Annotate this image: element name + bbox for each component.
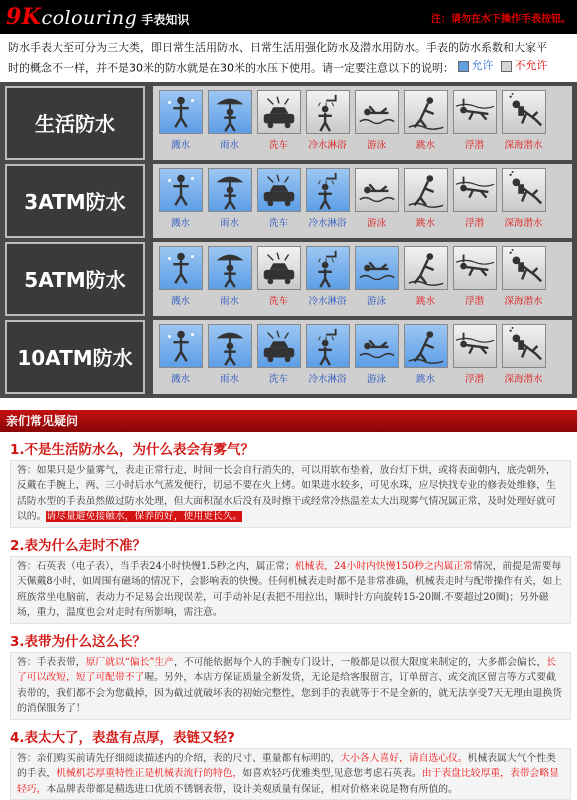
activity-cells [153, 242, 572, 316]
activity-label: 游泳 [366, 373, 386, 385]
rating-row [5, 86, 572, 160]
activity-label: 深海潜水 [504, 295, 543, 307]
rating-row [5, 320, 572, 394]
activity-label: 溅水 [170, 217, 190, 229]
activity-cell [157, 168, 204, 236]
activity-label: 雨水 [219, 139, 239, 151]
activity-label: 游泳 [366, 295, 386, 307]
activity-label: 浮潜 [464, 373, 484, 385]
activity-pictogram-icon [502, 90, 546, 134]
activity-pictogram-icon [502, 324, 546, 368]
activity-pictogram-icon [159, 90, 203, 134]
faq-question: 4.表太大了，表盘有点厚，表链又轻? [10, 729, 235, 746]
answer-text: 本品牌表带都是精选进口优质不锈钢表带，设计美观质量有保证，相对价格来说是物有所值的。 [46, 783, 458, 795]
answer-text: 大小各人喜好，请自选心仪。 [340, 752, 468, 764]
answer-text: 机械表属大气个性类的手表， [17, 752, 556, 779]
activity-cell [206, 246, 253, 314]
activity-cell [304, 90, 351, 158]
activity-label: 冷水淋浴 [308, 139, 347, 151]
activity-cell [304, 168, 351, 236]
activity-cell [353, 168, 400, 236]
activity-pictogram-icon [257, 90, 301, 134]
rating-label: 3ATM防水 [5, 164, 145, 238]
legend-allow: 允许 [471, 59, 494, 72]
allow-swatch [458, 61, 469, 72]
activity-pictogram-icon [208, 168, 252, 212]
answer-text: 机械机芯厚重特性正是机械表流行的特色， [56, 768, 243, 779]
activity-label: 溅水 [170, 139, 190, 151]
activity-pictogram-icon [257, 324, 301, 368]
faq-header: 亲们常见疑问 [0, 410, 577, 432]
activity-label: 浮潜 [464, 139, 484, 151]
activity-label: 跳水 [415, 217, 435, 229]
activity-cell [402, 324, 449, 392]
legend-deny: 不允许 [514, 59, 548, 72]
activity-label: 深海潜水 [504, 217, 543, 229]
activity-pictogram-icon [159, 324, 203, 368]
activity-cell [353, 90, 400, 158]
activity-label: 冷水淋浴 [308, 295, 347, 307]
activity-pictogram-icon [208, 246, 252, 290]
answer-text: 长了可以改短，短了可配带不了 [17, 656, 557, 683]
answer-text: 答：如果只是少量雾气，表走正常行走，时间一长会自行消失的，可以用软布垫着，放台灯下烘，或将表面朝内，底壳朝外，反戴在手腕上，两、三小时后水气蒸发便行，切忌不要在火上烤。如果进水较多，可见水珠，应尽快找专业的修表处维修，生活防水型的手表虽然做过防水处理，但大面积湿水后没有及时擦干或经常冷热温差太大出现雾气情况属正常，及时处理好就可以的。 [17, 464, 556, 522]
activity-cell [206, 90, 253, 158]
activity-pictogram-icon [306, 168, 350, 212]
activity-cell [206, 168, 253, 236]
activity-cell [451, 90, 498, 158]
activity-cell [451, 324, 498, 392]
activity-pictogram-icon [355, 324, 399, 368]
activity-cells [153, 164, 572, 238]
activity-pictogram-icon [159, 246, 203, 290]
activity-cell [402, 168, 449, 236]
activity-cell [255, 324, 302, 392]
faq-answer [10, 652, 571, 720]
activity-cell [353, 246, 400, 314]
faq-question: 3.表带为什么这么长？ [10, 633, 147, 650]
activity-label: 雨水 [219, 217, 239, 229]
activity-label: 深海潜水 [504, 373, 543, 385]
activity-pictogram-icon [257, 246, 301, 290]
header-bar [0, 0, 577, 34]
activity-cells [153, 320, 572, 394]
rating-label: 5ATM防水 [5, 242, 145, 316]
activity-label: 雨水 [219, 373, 239, 385]
activity-label: 溅水 [170, 373, 190, 385]
activity-pictogram-icon [208, 90, 252, 134]
activity-cell [500, 324, 547, 392]
answer-text: 机械表，24小时内快慢150秒之内属正常 [294, 560, 473, 572]
answer-text: 情况，前提是需要每天佩戴8小时，如周围有磁场的情况下，会影响表的快慢。任何机械表走时都不是非常准确，机械表走时与配带操作有关，如上班族常坐电脑前，表动力不足易会出现误差，可手动补足(表把不用拉出，顺时针方向旋转15-20圈.不要超过20圈)；另外磁场，重力，温度也会对走时有所影响，需注意。 [17, 560, 563, 618]
activity-pictogram-icon [355, 246, 399, 290]
activity-cell [500, 90, 547, 158]
water-resistance-table [0, 82, 577, 398]
answer-text: 如喜欢轻巧优雅类型,见意您考虑石英表。 [242, 768, 422, 779]
activity-cells [153, 86, 572, 160]
activity-cell [255, 168, 302, 236]
rating-row [5, 164, 572, 238]
activity-cell [451, 168, 498, 236]
activity-label: 跳水 [415, 373, 435, 385]
answer-text: ，不可能依据每个人的手腕专门设计，一般都是以很大限度来制定的，大多都会偏长， [173, 656, 547, 668]
legend [458, 57, 548, 75]
page-title: 手表知识 [141, 12, 190, 27]
activity-pictogram-icon [159, 168, 203, 212]
activity-label: 雨水 [219, 295, 239, 307]
activity-label: 洗车 [268, 295, 288, 307]
activity-cell [206, 324, 253, 392]
activity-label: 溅水 [170, 295, 190, 307]
faq-answer [10, 748, 571, 800]
activity-cell [304, 246, 351, 314]
activity-cell [255, 90, 302, 158]
activity-cell [304, 324, 351, 392]
activity-label: 游泳 [366, 139, 386, 151]
activity-pictogram-icon [453, 246, 497, 290]
intro-text [0, 34, 577, 78]
warning-note: 注：请勿在水下操作手表按钮。 [431, 14, 571, 25]
activity-cell [402, 90, 449, 158]
intro-line-2: 时的概念不一样，并不是30米的防水就是在30米的水压下使用。请一定要注意以下的说明： [8, 61, 454, 75]
activity-pictogram-icon [453, 168, 497, 212]
rating-label: 生活防水 [5, 86, 145, 160]
activity-label: 浮潜 [464, 295, 484, 307]
answer-text: 原厂就以“偏长”生产 [85, 656, 174, 668]
activity-cell [157, 246, 204, 314]
faq-answer [10, 460, 571, 528]
activity-pictogram-icon [502, 246, 546, 290]
activity-label: 冷水淋浴 [308, 373, 347, 385]
answer-text: 答：石英表（电子表），当手表24小时快慢1.5秒之内，属正常； [17, 560, 295, 572]
rating-row [5, 242, 572, 316]
activity-cell [255, 246, 302, 314]
activity-label: 洗车 [268, 139, 288, 151]
activity-label: 跳水 [415, 295, 435, 307]
activity-label: 冷水淋浴 [308, 217, 347, 229]
activity-pictogram-icon [404, 324, 448, 368]
activity-label: 深海潜水 [504, 139, 543, 151]
faq-question: 1.不是生活防水么，为什么表会有雾气？ [10, 441, 255, 458]
faq-list [0, 432, 577, 800]
activity-cell [500, 168, 547, 236]
activity-pictogram-icon [404, 246, 448, 290]
intro-line-1: 防水手表大至可分为三大类，即日常生活用防水、日常生活用强化防水及潜水用防水。手表的防水系数和大家平 [8, 41, 547, 54]
deny-swatch [501, 61, 512, 72]
activity-pictogram-icon [404, 168, 448, 212]
activity-pictogram-icon [306, 246, 350, 290]
answer-text: 请尽量避免接触水，保养的好，使用更长久。 [46, 511, 243, 522]
faq-answer [10, 556, 571, 624]
brand-logo: 9Kcolouring [6, 4, 138, 30]
activity-pictogram-icon [257, 168, 301, 212]
rating-label: 10ATM防水 [5, 320, 145, 394]
activity-cell [157, 324, 204, 392]
answer-text: 喔。另外，本店方保证质量全新发货，无论是给客服留言，订单留言、或交流区留言等方式要截表带的，我们都不会为您截掉，因为截过就破坏表的初始完整性，您到手的表就等于不是全新的，就无法享受7天无理由退换货的消保服务了！ [17, 672, 563, 714]
activity-pictogram-icon [306, 90, 350, 134]
activity-label: 跳水 [415, 139, 435, 151]
activity-pictogram-icon [355, 90, 399, 134]
answer-text: 答：亲们购买前请先仔细阅读描述内的介绍，表的尺寸、重量都有标明的， [17, 752, 341, 764]
activity-pictogram-icon [404, 90, 448, 134]
activity-label: 浮潜 [464, 217, 484, 229]
activity-pictogram-icon [453, 90, 497, 134]
activity-cell [500, 246, 547, 314]
activity-pictogram-icon [355, 168, 399, 212]
activity-cell [353, 324, 400, 392]
activity-pictogram-icon [306, 324, 350, 368]
answer-text: 由于表盘比较厚重，表带会略显轻巧， [17, 768, 559, 795]
activity-pictogram-icon [502, 168, 546, 212]
activity-label: 洗车 [268, 217, 288, 229]
activity-label: 游泳 [366, 217, 386, 229]
faq-question: 2.表为什么走时不准？ [10, 537, 147, 554]
activity-pictogram-icon [208, 324, 252, 368]
activity-cell [402, 246, 449, 314]
activity-label: 洗车 [268, 373, 288, 385]
activity-pictogram-icon [453, 324, 497, 368]
activity-cell [157, 90, 204, 158]
activity-cell [451, 246, 498, 314]
answer-text: 答：手表表带， [17, 656, 86, 668]
